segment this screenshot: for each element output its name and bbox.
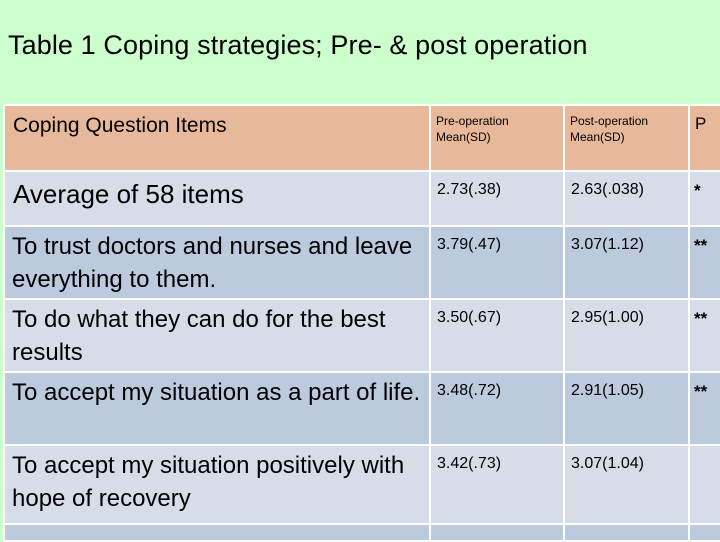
row-post: 2.63(.038) xyxy=(564,171,689,226)
header-post xyxy=(564,105,689,171)
empty-cell xyxy=(4,524,430,541)
header-post-sub: Mean(SD) xyxy=(570,130,625,144)
row-post: 2.95(1.00) xyxy=(564,299,689,372)
row-post: 3.07(1.04) xyxy=(564,445,689,524)
row-item: Average of 58 items xyxy=(4,171,430,226)
row-p: * xyxy=(689,171,720,226)
empty-cell xyxy=(430,524,564,541)
table-row xyxy=(4,171,720,226)
header-row xyxy=(4,105,720,171)
header-pre xyxy=(430,105,564,171)
table-row xyxy=(4,372,720,445)
row-p: ** xyxy=(689,226,720,299)
header-pre-label: Pre-operation xyxy=(436,114,509,128)
row-item: To accept my situation positively with hope of recovery xyxy=(4,445,430,524)
empty-cell xyxy=(564,524,689,541)
row-post: 2.91(1.05) xyxy=(564,372,689,445)
table-row xyxy=(4,299,720,372)
row-pre: 3.79(.47) xyxy=(430,226,564,299)
table-row xyxy=(4,226,720,299)
row-pre: 3.42(.73) xyxy=(430,445,564,524)
row-p: ** xyxy=(689,372,720,445)
coping-table xyxy=(3,104,720,542)
row-item: To trust doctors and nurses and leave everything to them. xyxy=(4,226,430,299)
row-p xyxy=(689,445,720,524)
header-post-label: Post-operation xyxy=(570,114,649,128)
row-pre: 2.73(.38) xyxy=(430,171,564,226)
row-pre: 3.48(.72) xyxy=(430,372,564,445)
row-pre: 3.50(.67) xyxy=(430,299,564,372)
row-item: To accept my situation as a part of life. xyxy=(4,372,430,445)
empty-cell xyxy=(689,524,720,541)
table-title: Table 1 Coping strategies; Pre- & post operation xyxy=(8,30,588,60)
table-row xyxy=(4,445,720,524)
row-post: 3.07(1.12) xyxy=(564,226,689,299)
header-p: P xyxy=(689,105,720,171)
table-row-empty xyxy=(4,524,720,541)
row-p: ** xyxy=(689,299,720,372)
header-pre-sub: Mean(SD) xyxy=(436,130,491,144)
header-item: Coping Question Items xyxy=(4,105,430,171)
row-item: To do what they can do for the best results xyxy=(4,299,430,372)
